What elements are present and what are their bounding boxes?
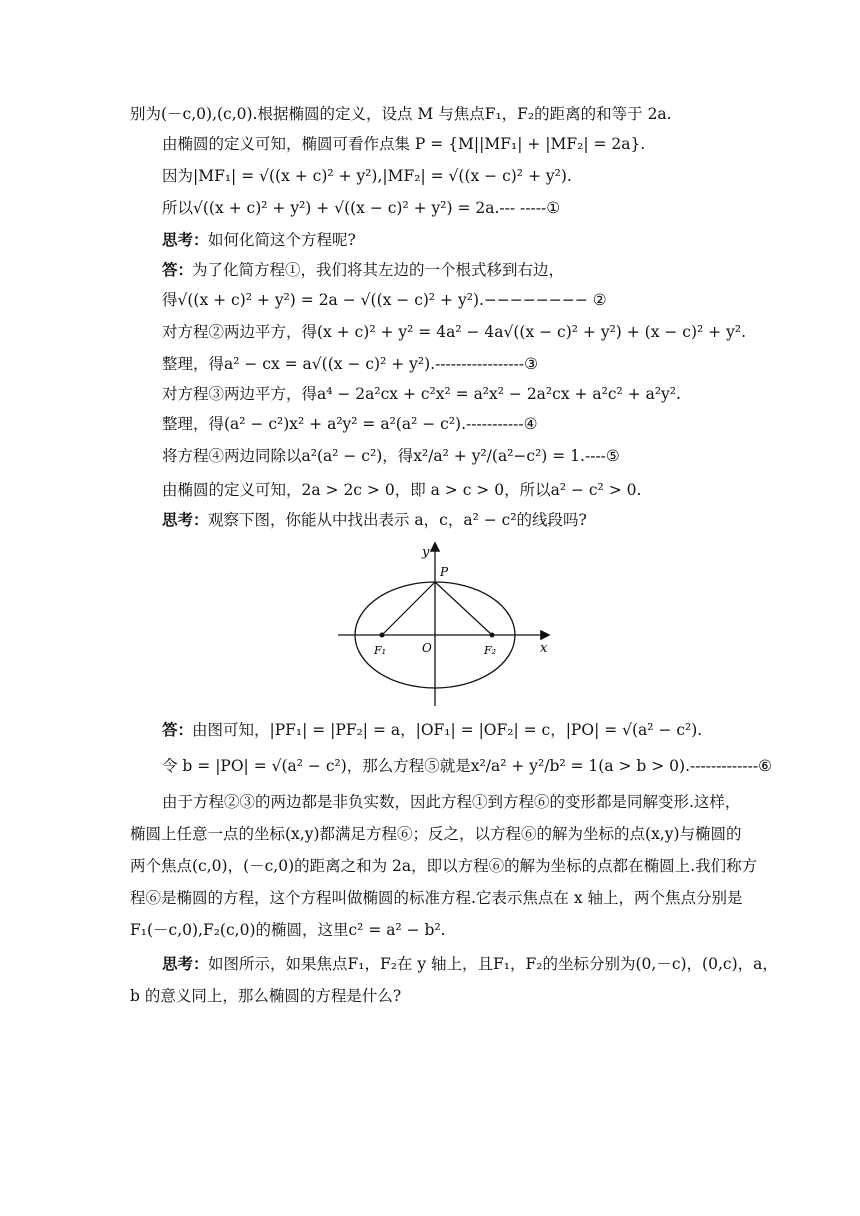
line-text: 对方程③两边平方，得a⁴ − 2a²cx + c²x² = a²x² − 2a²cx + a²c² + a²y². <box>162 385 681 403</box>
line-text: b 的意义同上，那么椭圆的方程是什么? <box>130 987 402 1005</box>
line-text: 由图可知，|PF₁| = |PF₂| = a，|OF₁| = |OF₂| = c，|PO| = √(a² − c²). <box>192 721 703 739</box>
segment-pf2 <box>435 582 492 635</box>
paragraph-line: 椭圆上任意一点的坐标(x,y)都满足方程⑥；反之，以方程⑥的解为坐标的点(x,y)与椭圆的 <box>130 825 742 843</box>
line-text: 如图所示，如果焦点F₁，F₂在 y 轴上，且F₁，F₂的坐标分别为(0,－c)，(0,c)，a， <box>208 955 778 973</box>
line-text: 由椭圆的定义可知，2a > 2c > 0，即 a > c > 0，所以a² − c² > 0. <box>162 481 642 499</box>
text-line <box>0 410 860 438</box>
text-line <box>0 506 860 534</box>
origin-label: O <box>422 641 432 655</box>
ellipse-figure <box>330 538 560 710</box>
text-line <box>0 852 860 880</box>
line-text: 如何化简这个方程呢? <box>208 231 356 249</box>
think-label: 思考： <box>162 510 209 529</box>
paragraph-line: 由于方程②③的两边都是非负实数，因此方程①到方程⑥的变形都是同解变形.这样， <box>162 793 741 811</box>
line-text: 别为(－c,0),(c,0).根据椭圆的定义，设点 M 与焦点F₁，F₂的距离的和等于 2a. <box>130 105 672 123</box>
line-text: 观察下图，你能从中找出表示 a，c，a² − c²的线段吗? <box>208 511 587 529</box>
text-line <box>0 916 860 944</box>
text-line <box>0 318 860 346</box>
text-line <box>0 884 860 912</box>
line-text: 整理，得a² − cx = a√((x − c)² + y²).-----------------③ <box>162 355 539 373</box>
think-label: 思考： <box>162 230 209 249</box>
line-text: 将方程④两边同除以a²(a² − c²)，得x²/a² + y²/(a²−c²) = 1.----⑤ <box>162 447 620 465</box>
text-line <box>0 194 860 222</box>
text-line <box>0 716 860 744</box>
paragraph-line: F₁(－c,0),F₂(c,0)的椭圆，这里c² = a² − b². <box>130 921 446 939</box>
text-line <box>0 100 860 128</box>
y-axis-label: y <box>422 545 430 560</box>
x-axis-label: x <box>540 641 548 656</box>
text-line <box>0 982 860 1010</box>
text-line <box>0 350 860 378</box>
line-text: 对方程②两边平方，得(x + c)² + y² = 4a² − 4a√((x − c)² + y²) + (x − c)² + y². <box>162 323 746 341</box>
text-line <box>0 256 860 284</box>
line-text: 因为|MF₁| = √((x + c)² + y²),|MF₂| = √((x − c)² + y²). <box>162 167 572 185</box>
focus-f2-label: F₂ <box>484 644 497 657</box>
text-line <box>0 950 860 978</box>
text-line <box>0 752 860 780</box>
text-line <box>0 380 860 408</box>
text-line <box>0 226 860 254</box>
paragraph-line: 程⑥是椭圆的方程，这个方程叫做椭圆的标准方程.它表示焦点在 x 轴上，两个焦点分别是 <box>130 889 743 907</box>
text-line <box>0 162 860 190</box>
focus-f2-point <box>490 633 495 638</box>
text-line <box>0 820 860 848</box>
text-line <box>0 788 860 816</box>
line-text: 整理，得(a² − c²)x² + a²y² = a²(a² − c²).-----------④ <box>162 415 538 433</box>
line-text: 得√((x + c)² + y²) = 2a − √((x − c)² + y²).−−−−−−−− ② <box>162 291 607 309</box>
segment-pf1 <box>382 582 435 635</box>
point-p-label: P <box>440 565 449 579</box>
line-text: 令 b = |PO| = √(a² − c²)，那么方程⑤就是x²/a² + y²/b² = 1(a > b > 0).-------------⑥ <box>162 757 772 775</box>
answer-label: 答： <box>162 260 194 279</box>
paragraph-line: 两个焦点(c,0)，(－c,0)的距离之和为 2a，即以方程⑥的解为坐标的点都在椭圆上.我们称方 <box>130 857 758 875</box>
line-text: 为了化简方程①，我们将其左边的一个根式移到右边， <box>192 261 565 279</box>
focus-f1-point <box>380 633 385 638</box>
focus-f1-label: F₁ <box>374 644 387 657</box>
text-line <box>0 130 860 158</box>
text-line <box>0 476 860 504</box>
answer-label: 答： <box>162 720 194 739</box>
think-label: 思考： <box>162 954 209 973</box>
text-line <box>0 442 860 470</box>
text-line <box>0 286 860 314</box>
line-text: 所以√((x + c)² + y²) + √((x − c)² + y²) = 2a.--- -----① <box>162 199 561 217</box>
line-text: 由椭圆的定义可知，椭圆可看作点集 P = {M||MF₁| + |MF₂| = 2a}. <box>162 135 646 153</box>
